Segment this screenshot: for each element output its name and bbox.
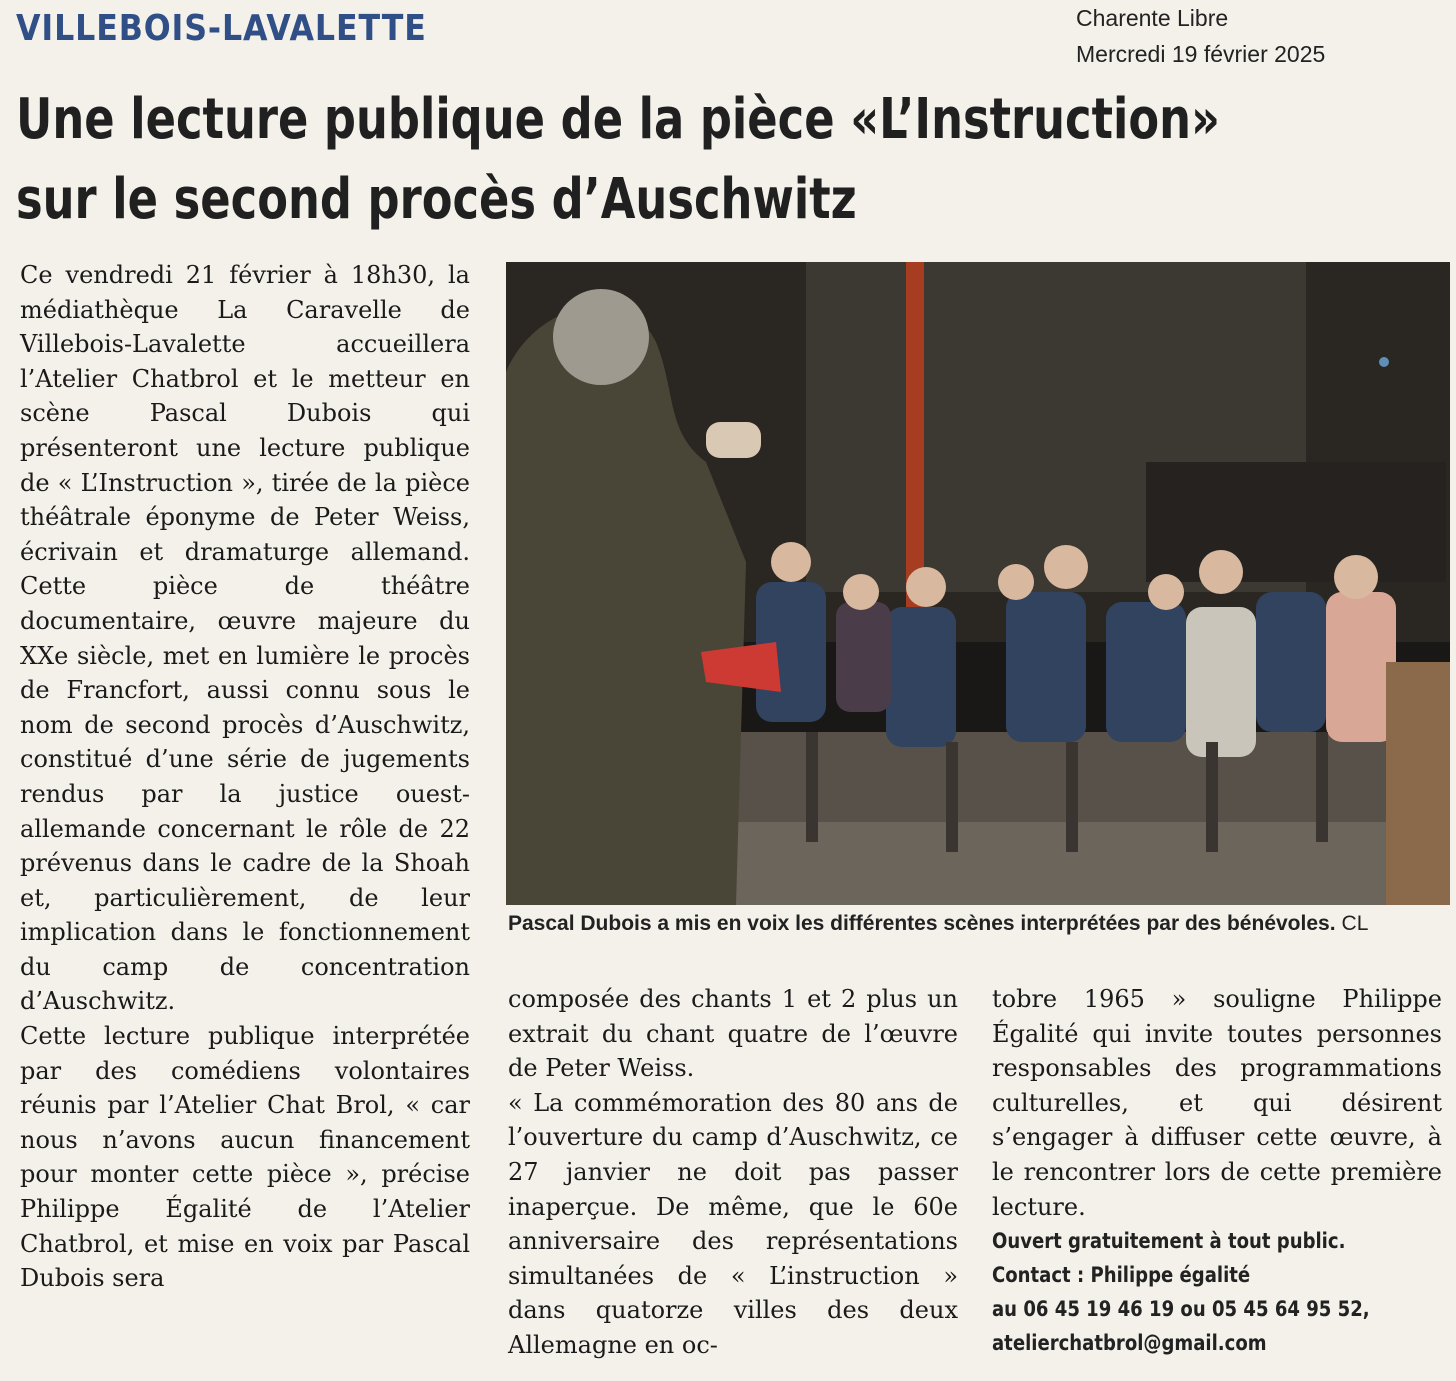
newspaper-name: Charente Libre (1076, 5, 1229, 31)
article-paragraph: Ce vendredi 21 février à 18h30, la médiathèque La Caravelle de Villebois-Lavalette accueillera l’Atelier Chatbrol et le metteur en scène Pascal Dubois qui présenteront une lecture publique de « L’Instruction », tirée de la pièce théâtrale éponyme de Peter Weiss, écrivain et dramaturge allemand. Cette pièce de théâtre documentaire, œuvre majeure du XXe siècle, met en lumière le procès de Francfort, aussi connu sous le nom de second procès d’Auschwitz, constitué d’une série de jugements rendus par la justice ouest-allemande concernant le rôle de 22 prévenus dans le cadre de la Shoah et, particulièrement, de leur implication dans le fonctionnement du camp de concentration d’Auschwitz. (20, 261, 470, 1016)
article-photo (506, 262, 1450, 905)
info-line: au 06 45 19 46 19 ou 05 45 64 95 52, (992, 1297, 1370, 1322)
photo-credit: CL (1341, 912, 1369, 935)
photo-illustration (506, 262, 1450, 905)
practical-info (992, 1224, 1442, 1360)
headline (16, 80, 1220, 240)
section-kicker: VILLEBOIS-LAVALETTE (16, 8, 427, 49)
article-paragraph: tobre 1965 » souligne Philippe Égalité qui invite toutes personnes responsables des programmations culturelles, et qui désirent s’engager à diffuser cette œuvre, à le rencontrer lors de cette première lecture. (992, 985, 1442, 1221)
source-block (1076, 0, 1325, 72)
headline-line-1: Une lecture publique de la pièce «L’Instruction» (16, 87, 1220, 152)
article-column-1 (20, 258, 470, 1296)
publication-date: Mercredi 19 février 2025 (1076, 41, 1326, 67)
photo-caption (508, 912, 1448, 936)
caption-text: Pascal Dubois a mis en voix les différentes scènes interprétées par des bénévoles. (508, 912, 1336, 935)
article-paragraph: « La commémoration des 80 ans de l’ouverture du camp d’Auschwitz, ce 27 janvier ne doit pas passer inaperçue. De même, que le 60e anniversaire des représentations simultanées de « L’instruction » dans quatorze villes des deux Allemagne en oc- (508, 1088, 958, 1359)
info-line: Contact : Philippe égalité (992, 1263, 1251, 1288)
info-line: Ouvert gratuitement à tout public. (992, 1229, 1346, 1254)
contact-email: atelierchatbrol@gmail.com (992, 1331, 1267, 1356)
article-column-2 (508, 982, 958, 1363)
article-paragraph: Cette lecture publique interprétée par des comédiens volontaires réunis par l’Atelier Chat Brol, « car nous n’avons aucun financement pour monter cette pièce », précise Philippe Égalité de l’Atelier Chatbrol, et mise en voix par Pascal Dubois sera (20, 1022, 470, 1293)
article-column-3 (992, 982, 1442, 1360)
article-paragraph: composée des chants 1 et 2 plus un extrait du chant quatre de l’œuvre de Peter Weiss. (508, 985, 958, 1083)
headline-line-2: sur le second procès d’Auschwitz (16, 167, 857, 232)
